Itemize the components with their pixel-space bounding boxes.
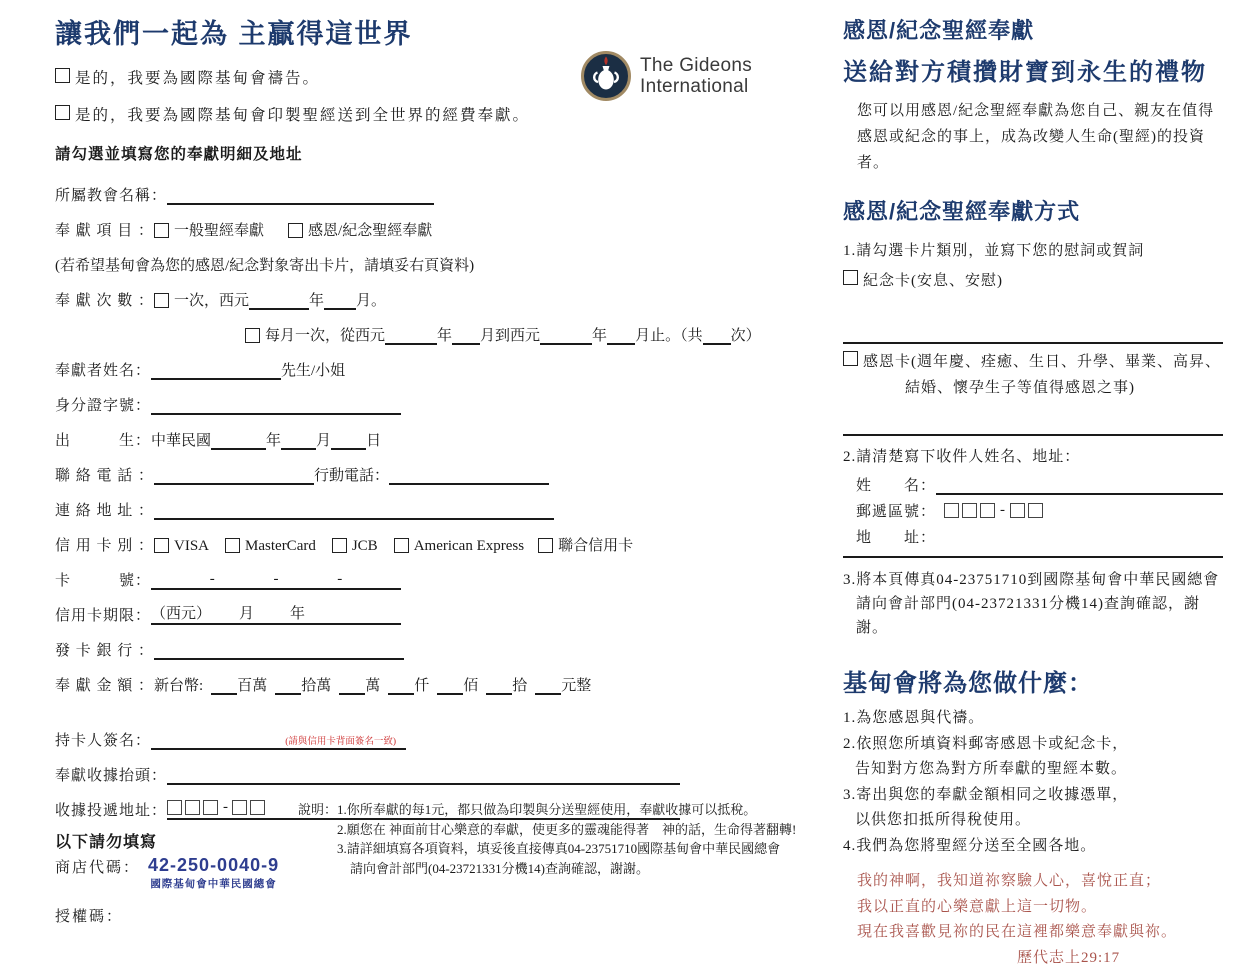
instructions-label: 說明： <box>298 800 337 878</box>
contact-address-label: 連 絡 地 址 ： <box>55 499 154 520</box>
card-hint-text: (若希望基甸會為您的感恩/紀念對象寄出卡片，請填妥右頁資料) <box>55 254 474 275</box>
jcb-checkbox[interactable] <box>332 538 347 553</box>
monthly-m1-label: 月到西元 <box>480 324 540 345</box>
monthly-y1-label: 年 <box>437 324 452 345</box>
unit-hundred-thousands: 拾萬 <box>301 674 331 695</box>
once-year-label: 年 <box>309 289 324 310</box>
office-use-header: 以下請勿填寫 <box>55 829 680 852</box>
intro-line2: 感恩或紀念的事上，成為改變人生命(聖經)的投資者。 <box>857 124 1223 176</box>
field-id-number <box>55 380 680 415</box>
field-donor-name <box>55 345 680 380</box>
what-gideons-do-heading: 基甸會將為您做什麼： <box>843 663 1223 698</box>
right-column <box>843 14 1223 971</box>
id-number-label: 身分證字號： <box>55 394 151 415</box>
issuing-bank-label: 發 卡 銀 行 ： <box>55 639 154 660</box>
instructions-lines <box>337 800 796 878</box>
zip-digit-box[interactable] <box>962 503 977 518</box>
donation-amount-label: 奉 獻 金 額 ： <box>55 674 154 695</box>
memorial-card-checkbox[interactable] <box>843 270 858 285</box>
card-number-dash: - <box>210 571 215 588</box>
receipt-address-label: 收據投遞地址： <box>55 799 167 820</box>
monthly-start-month-line[interactable] <box>452 323 480 345</box>
zip-digit-box[interactable] <box>167 800 182 815</box>
donation-item-label: 奉 獻 項 目 ： <box>55 219 154 240</box>
church-name-input-line[interactable] <box>167 183 434 205</box>
card-expiry-input-line[interactable] <box>151 601 401 625</box>
unit-tens: 拾 <box>512 674 527 695</box>
card-expiry-label: 信用卡期限： <box>55 604 151 625</box>
store-code-value: 42-250-0040-9 <box>148 856 279 874</box>
church-name-label: 所屬教會名稱： <box>55 184 167 205</box>
logo-line1: The Gideons <box>640 55 752 76</box>
recipient-name-row <box>843 469 1223 495</box>
field-birth-date <box>55 415 680 450</box>
instruction-3: 3.請詳細填寫各項資料，填妥後直接傳真04-23751710國際基甸會中華民國總會 <box>337 839 796 859</box>
once-year-input-line[interactable] <box>249 288 309 310</box>
thanksgiving-card-checkbox[interactable] <box>843 351 858 366</box>
monthly-times-line[interactable] <box>703 323 731 345</box>
field-card-type <box>55 520 680 555</box>
unit-thousands: 仟 <box>414 674 429 695</box>
recipient-name-label: 姓 名： <box>856 474 936 495</box>
birth-month-label: 月 <box>316 429 331 450</box>
amount-ones-line[interactable] <box>535 673 561 695</box>
recipient-zip-row <box>843 495 1223 521</box>
unit-millions: 百萬 <box>237 674 267 695</box>
zip-digit-box[interactable] <box>980 503 995 518</box>
zip-digit-box[interactable] <box>250 800 265 815</box>
recipient-address-label: 地 址： <box>856 526 936 547</box>
card-number-input-line[interactable] <box>151 566 401 590</box>
verse-line2: 我以正直的心樂意獻上這一切物。 <box>857 895 1223 921</box>
union-card-label: 聯合信用卡 <box>558 534 633 555</box>
birth-day-label: 日 <box>366 429 381 450</box>
memorial-donation-title: 感恩/紀念聖經奉獻 <box>843 14 1223 45</box>
currency-label: 新台幣: <box>154 674 203 695</box>
receipt-title-input-line[interactable] <box>167 763 680 785</box>
amount-thousands-line[interactable] <box>388 673 414 695</box>
pray-checkbox[interactable] <box>55 68 70 83</box>
monthly-prefix: 每月一次，從西元 <box>265 324 385 345</box>
gideons-logo <box>580 50 752 102</box>
field-donation-amount <box>55 660 680 695</box>
left-column <box>55 12 680 926</box>
writing-line[interactable] <box>843 342 1223 344</box>
amex-label: American Express <box>414 538 524 555</box>
bible-verse <box>843 869 1223 971</box>
jcb-label: JCB <box>352 538 378 555</box>
zip-digit-box[interactable] <box>1010 503 1025 518</box>
donation-detail-form <box>55 170 680 820</box>
card-number-label: 卡 號： <box>55 569 151 590</box>
step3-text <box>843 568 1223 640</box>
store-code-label: 商店代碼： <box>55 856 140 877</box>
memorial-bible-label: 感恩/紀念聖經奉獻 <box>308 219 432 240</box>
birth-month-input-line[interactable] <box>281 428 316 450</box>
instruction-1: 1.你所奉獻的每1元，都只做為印製與分送聖經使用，奉獻收據可以抵稅。 <box>337 800 796 820</box>
gift-subtitle: 送給對方積攢財寶到永生的禮物 <box>843 52 1223 87</box>
monthly-start-year-line[interactable] <box>385 323 437 345</box>
amount-millions-line[interactable] <box>211 673 237 695</box>
amount-hundreds-line[interactable] <box>437 673 463 695</box>
thanksgiving-card-row <box>843 350 1223 371</box>
field-card-number <box>55 555 680 590</box>
writing-line[interactable] <box>843 434 1223 436</box>
signature-note: (請與信用卡背面簽名一致) <box>285 733 406 748</box>
amex-checkbox[interactable] <box>394 538 409 553</box>
amount-hundred-thousands-line[interactable] <box>275 673 301 695</box>
verse-line3: 現在我喜歡見祢的民在這裡都樂意奉獻與祢。 <box>857 920 1223 946</box>
visa-checkbox[interactable] <box>154 538 169 553</box>
memorial-card-row <box>843 269 1223 290</box>
monthly-end-month-line[interactable] <box>607 323 635 345</box>
service-item-2b: 告知對方您為對方所奉獻的聖經本數。 <box>843 757 1223 783</box>
zip-dash: - <box>1000 502 1006 519</box>
step3-line1: 3.將本頁傳真04-23751710到國際基甸會中華民國總會 <box>843 568 1223 592</box>
zip-digit-box[interactable] <box>185 800 200 815</box>
gideons-pitcher-icon <box>580 50 632 102</box>
mobile-input-line[interactable] <box>389 463 549 485</box>
birth-label: 出 生： <box>55 429 151 450</box>
pledge-pray-label: 是的，我要為國際基甸會禱告。 <box>75 66 320 88</box>
amount-tens-line[interactable] <box>486 673 512 695</box>
instruction-3b: 請向會計部門(04-23721331分機14)查詢確認，謝謝。 <box>337 859 796 879</box>
mastercard-label: MasterCard <box>245 538 316 555</box>
section-header: 請勾選並填寫您的奉獻明細及地址 <box>55 142 680 164</box>
logo-line2: International <box>640 76 752 97</box>
monthly-times-label: 次） <box>731 324 761 345</box>
zip-digit-box[interactable] <box>1028 503 1043 518</box>
memorial-card-label: 紀念卡(安息、安慰) <box>863 269 1003 290</box>
card-type-label: 信 用 卡 別 ： <box>55 534 154 555</box>
receipt-title-label: 奉獻收據抬頭： <box>55 764 167 785</box>
zip-digit-box[interactable] <box>232 800 247 815</box>
thanksgiving-card-label-line2: 結婚、懷孕生子等值得感恩之事) <box>843 376 1223 397</box>
donation-frequency-label: 奉 獻 次 數 ： <box>55 289 154 310</box>
field-donation-frequency-once <box>55 275 680 310</box>
service-item-3b: 以供您扣抵所得稅使用。 <box>843 808 1223 834</box>
field-phone <box>55 450 680 485</box>
verse-line1: 我的神啊，我知道祢察驗人心，喜悅正直； <box>857 869 1223 895</box>
pledge-donate-row <box>55 103 680 125</box>
field-church-name <box>55 170 680 205</box>
field-donation-item <box>55 205 680 240</box>
recipient-name-input-line[interactable] <box>936 473 1223 495</box>
field-donation-frequency-monthly <box>55 310 680 345</box>
intro-paragraph <box>857 98 1223 176</box>
general-bible-checkbox[interactable] <box>154 223 169 238</box>
services-list <box>843 706 1223 859</box>
mobile-label: 行動電話： <box>314 464 389 485</box>
zip-digit-box[interactable] <box>203 800 218 815</box>
recipient-zip-label: 郵遞區號： <box>856 500 936 521</box>
birth-era-label: 中華民國 <box>151 429 211 450</box>
donation-method-heading: 感恩/紀念聖經奉獻方式 <box>843 195 1223 226</box>
birth-year-input-line[interactable] <box>211 428 266 450</box>
monthly-checkbox[interactable] <box>245 328 260 343</box>
expiry-month-label: 月 <box>239 602 254 623</box>
field-contact-address <box>55 485 680 520</box>
verse-reference: 歷代志上29:17 <box>857 946 1223 971</box>
mastercard-checkbox[interactable] <box>225 538 240 553</box>
field-card-hint <box>55 240 680 275</box>
unit-ten-thousands: 萬 <box>365 674 380 695</box>
field-card-expiry <box>55 590 680 625</box>
auth-code-row <box>55 905 680 926</box>
org-name: 國際基甸會中華民國總會 <box>150 876 277 891</box>
monthly-y2-label: 年 <box>592 324 607 345</box>
step2-text: 2.請清楚寫下收件人姓名、地址： <box>843 445 1223 469</box>
zip-dash: - <box>223 799 228 816</box>
thanksgiving-card-label-line1: 感恩卡(週年慶、痊癒、生日、升學、畢業、高昇、 <box>863 350 1221 371</box>
card-number-dash: - <box>274 571 279 588</box>
store-code-stack <box>148 856 279 891</box>
monthly-end-year-line[interactable] <box>540 323 592 345</box>
recipient-address-row <box>843 521 1223 547</box>
page-title: 讓我們一起為 主贏得這世界 <box>55 12 680 51</box>
step1-text: 1.請勾選卡片類別，並寫下您的慰詞或賀詞 <box>843 239 1223 263</box>
step3-line2: 請向會計部門(04-23721331分機14)查詢確認，謝謝。 <box>843 592 1223 640</box>
thanksgiving-message-space[interactable] <box>843 397 1223 434</box>
service-item-1: 1.為您感恩與代禱。 <box>843 706 1223 732</box>
donor-name-label: 奉獻者姓名： <box>55 359 151 380</box>
field-issuing-bank <box>55 625 680 660</box>
expiry-era-label: （西元） <box>151 602 211 623</box>
instructions-block <box>298 800 768 878</box>
birth-year-label: 年 <box>266 429 281 450</box>
birth-day-input-line[interactable] <box>331 428 366 450</box>
zip-digit-box[interactable] <box>944 503 959 518</box>
contact-address-input-line[interactable] <box>154 498 554 520</box>
phone-input-line[interactable] <box>154 463 314 485</box>
intro-line1: 您可以用感恩/紀念聖經奉獻為您自己、親友在值得 <box>857 98 1223 124</box>
cardholder-signature-label: 持卡人簽名： <box>55 729 151 750</box>
field-receipt-title <box>55 750 680 785</box>
memorial-message-space[interactable] <box>843 290 1223 342</box>
visa-label: VISA <box>174 538 209 555</box>
auth-code-label: 授權碼： <box>55 909 123 925</box>
service-item-4: 4.我們為您將聖經分送至全國各地。 <box>843 834 1223 860</box>
issuing-bank-input-line[interactable] <box>154 638 404 660</box>
expiry-year-label: 年 <box>290 602 305 623</box>
zip-code-boxes <box>167 799 268 818</box>
unit-dollars: 元整 <box>561 674 591 695</box>
donor-name-suffix: 先生/小姐 <box>281 359 345 380</box>
once-month-label: 月。 <box>356 289 386 310</box>
logo-wordmark <box>640 55 752 97</box>
once-month-input-line[interactable] <box>324 288 356 310</box>
service-item-3: 3.寄出與您的奉獻金額相同之收據憑單， <box>843 783 1223 809</box>
donor-name-input-line[interactable] <box>151 358 281 380</box>
general-bible-label: 一般聖經奉獻 <box>174 219 264 240</box>
id-number-input-line[interactable] <box>151 393 401 415</box>
cardholder-signature-line[interactable] <box>151 726 406 750</box>
union-card-checkbox[interactable] <box>538 538 553 553</box>
memorial-bible-checkbox[interactable] <box>288 223 303 238</box>
once-checkbox[interactable] <box>154 293 169 308</box>
unit-hundreds: 佰 <box>463 674 478 695</box>
field-cardholder-signature <box>55 715 680 750</box>
service-item-2: 2.依照您所填資料郵寄感恩卡或紀念卡， <box>843 732 1223 758</box>
amount-ten-thousands-line[interactable] <box>339 673 365 695</box>
donate-checkbox[interactable] <box>55 105 70 120</box>
monthly-m2-label: 月止。（共 <box>635 324 703 345</box>
pledge-donate-label: 是的，我要為國際基甸會印製聖經送到全世界的經費奉獻。 <box>75 103 530 125</box>
card-number-dash: - <box>337 571 342 588</box>
recipient-address-input-line[interactable] <box>843 556 1223 558</box>
instruction-2: 2.願您在 神面前甘心樂意的奉獻，使更多的靈魂能得著 神的話，生命得著翻轉! <box>337 820 796 840</box>
recipient-zip-boxes <box>944 502 1046 521</box>
once-prefix: 一次，西元 <box>174 289 249 310</box>
phone-label: 聯 絡 電 話 ： <box>55 464 154 485</box>
